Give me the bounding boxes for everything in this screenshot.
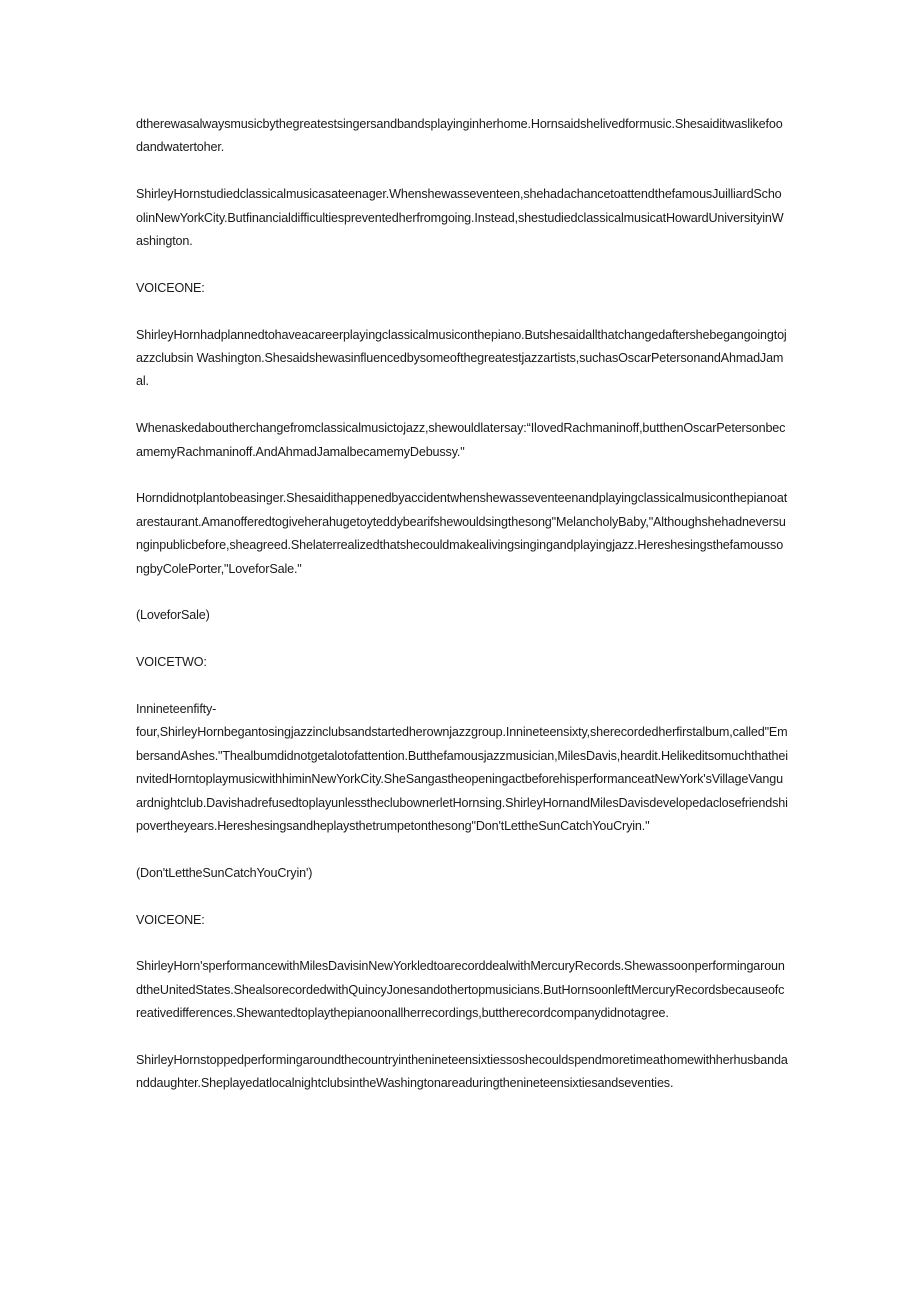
document-page [136,113,788,1119]
song-title-dont-let-the-sun: (Don'tLettheSunCatchYouCryin') [136,865,313,880]
speaker-label-voice-one-2: VOICEONE: [136,912,205,927]
paragraph-rachmaninoff-quote: Whenaskedaboutherchangefromclassicalmusictojazz,shewouldlatersay:“IlovedRachmaninoff,butthenOscarPetersonbecamemyRachmaninoff.AndAhmadJamalbecamemyDebussy." [136,421,786,459]
paragraph-intro-music-home: dtherewasalwaysmusicbythegreatestsingersandbandsplayinginherhome.Hornsaidshelivedformusic.Shesaiditwaslikefoodandwatertoher. [136,117,783,155]
speaker-label-voice-two: VOICETWO: [136,655,207,670]
paragraph-jazz-clubs: ShirleyHornhadplannedtohaveacareerplayingclassicalmusiconthepiano.Butshesaidallthatchangedaftershebegangoingtojazzclubsin Washington.Shesaidshewasinfluencedbysomeofthegreatestjazzartists,suchasOscarPetersonandAhmadJamal. [136,327,787,389]
paragraph-singer-by-accident: Horndidnotplantobeasinger.Shesaidithappenedbyaccidentwhenshewasseventeenandplayingclassicalmusiconthepianoatarestaurant.Amanofferedtogiveherahugetoyteddybearifshewouldsingthesong"MelancholyBaby,"Althoughshehadneversunginpublicbefore,sheagreed.Shelaterrealizedthatshecouldmakealivingsingingandplayingjazz.HereshesingsthefamoussongbyColePorter,"LoveforSale." [136,491,788,576]
paragraph-first-album-miles-davis: Innineteenfifty- four,ShirleyHornbegantosingjazzinclubsandstartedherownjazzgroup.Innineteensixty,sherecordedherfirstalbum,called"EmbersandAshes."Thealbumdidnotgetalotofattention.Butthefamousjazzmusician,MilesDavis,heardit.HelikeditsomuchthatheinvitedHorntoplaymusicwithhiminNewYorkCity.SheSangastheopeningactbeforehisperformanceatNewYork'sVillageVanguardnightclub.DavishadrefusedtoplayunlesstheclubownerletHornsing.ShirleyHornandMilesDavisdevelopedaclosefriendshipovertheyears.Hereshesingsandheplaysthetrumpetonthesong"Don'tLettheSunCatchYouCryin." [136,702,788,834]
paragraph-classical-studies: ShirleyHornstudiedclassicalmusicasateenager.Whenshewasseventeen,shehadachancetoattendthefamousJuilliardSchoolinNewYorkCity.Butfinancialdifficultiespreventedherfromgoing.Instead,shestudiedclassicalmusicatHowardUniversityinWashington. [136,187,784,249]
paragraph-mercury-records: ShirleyHorn'sperformancewithMilesDavisinNewYorkledtoarecorddealwithMercuryRecords.ShewassoonperformingaroundtheUnitedStates.ShealsorecordedwithQuincyJonesandothertopmusicians.ButHornsoonleftMercuryRecordsbecauseofcreativedifferences.Shewantedtoplaythepianoonallherrecordings,buttherecordcompanydidnotagree. [136,959,785,1021]
song-title-love-for-sale: (LoveforSale) [136,608,210,623]
paragraph-stopped-performing: ShirleyHornstoppedperformingaroundthecountryinthenineteensixtiessoshecouldspendmoretimeathomewithherhusbandanddaughter.SheplayedatlocalnightclubsintheWashingtonareaduringthenineteensixtiesandseventies. [136,1053,788,1091]
speaker-label-voice-one: VOICEONE: [136,280,205,295]
